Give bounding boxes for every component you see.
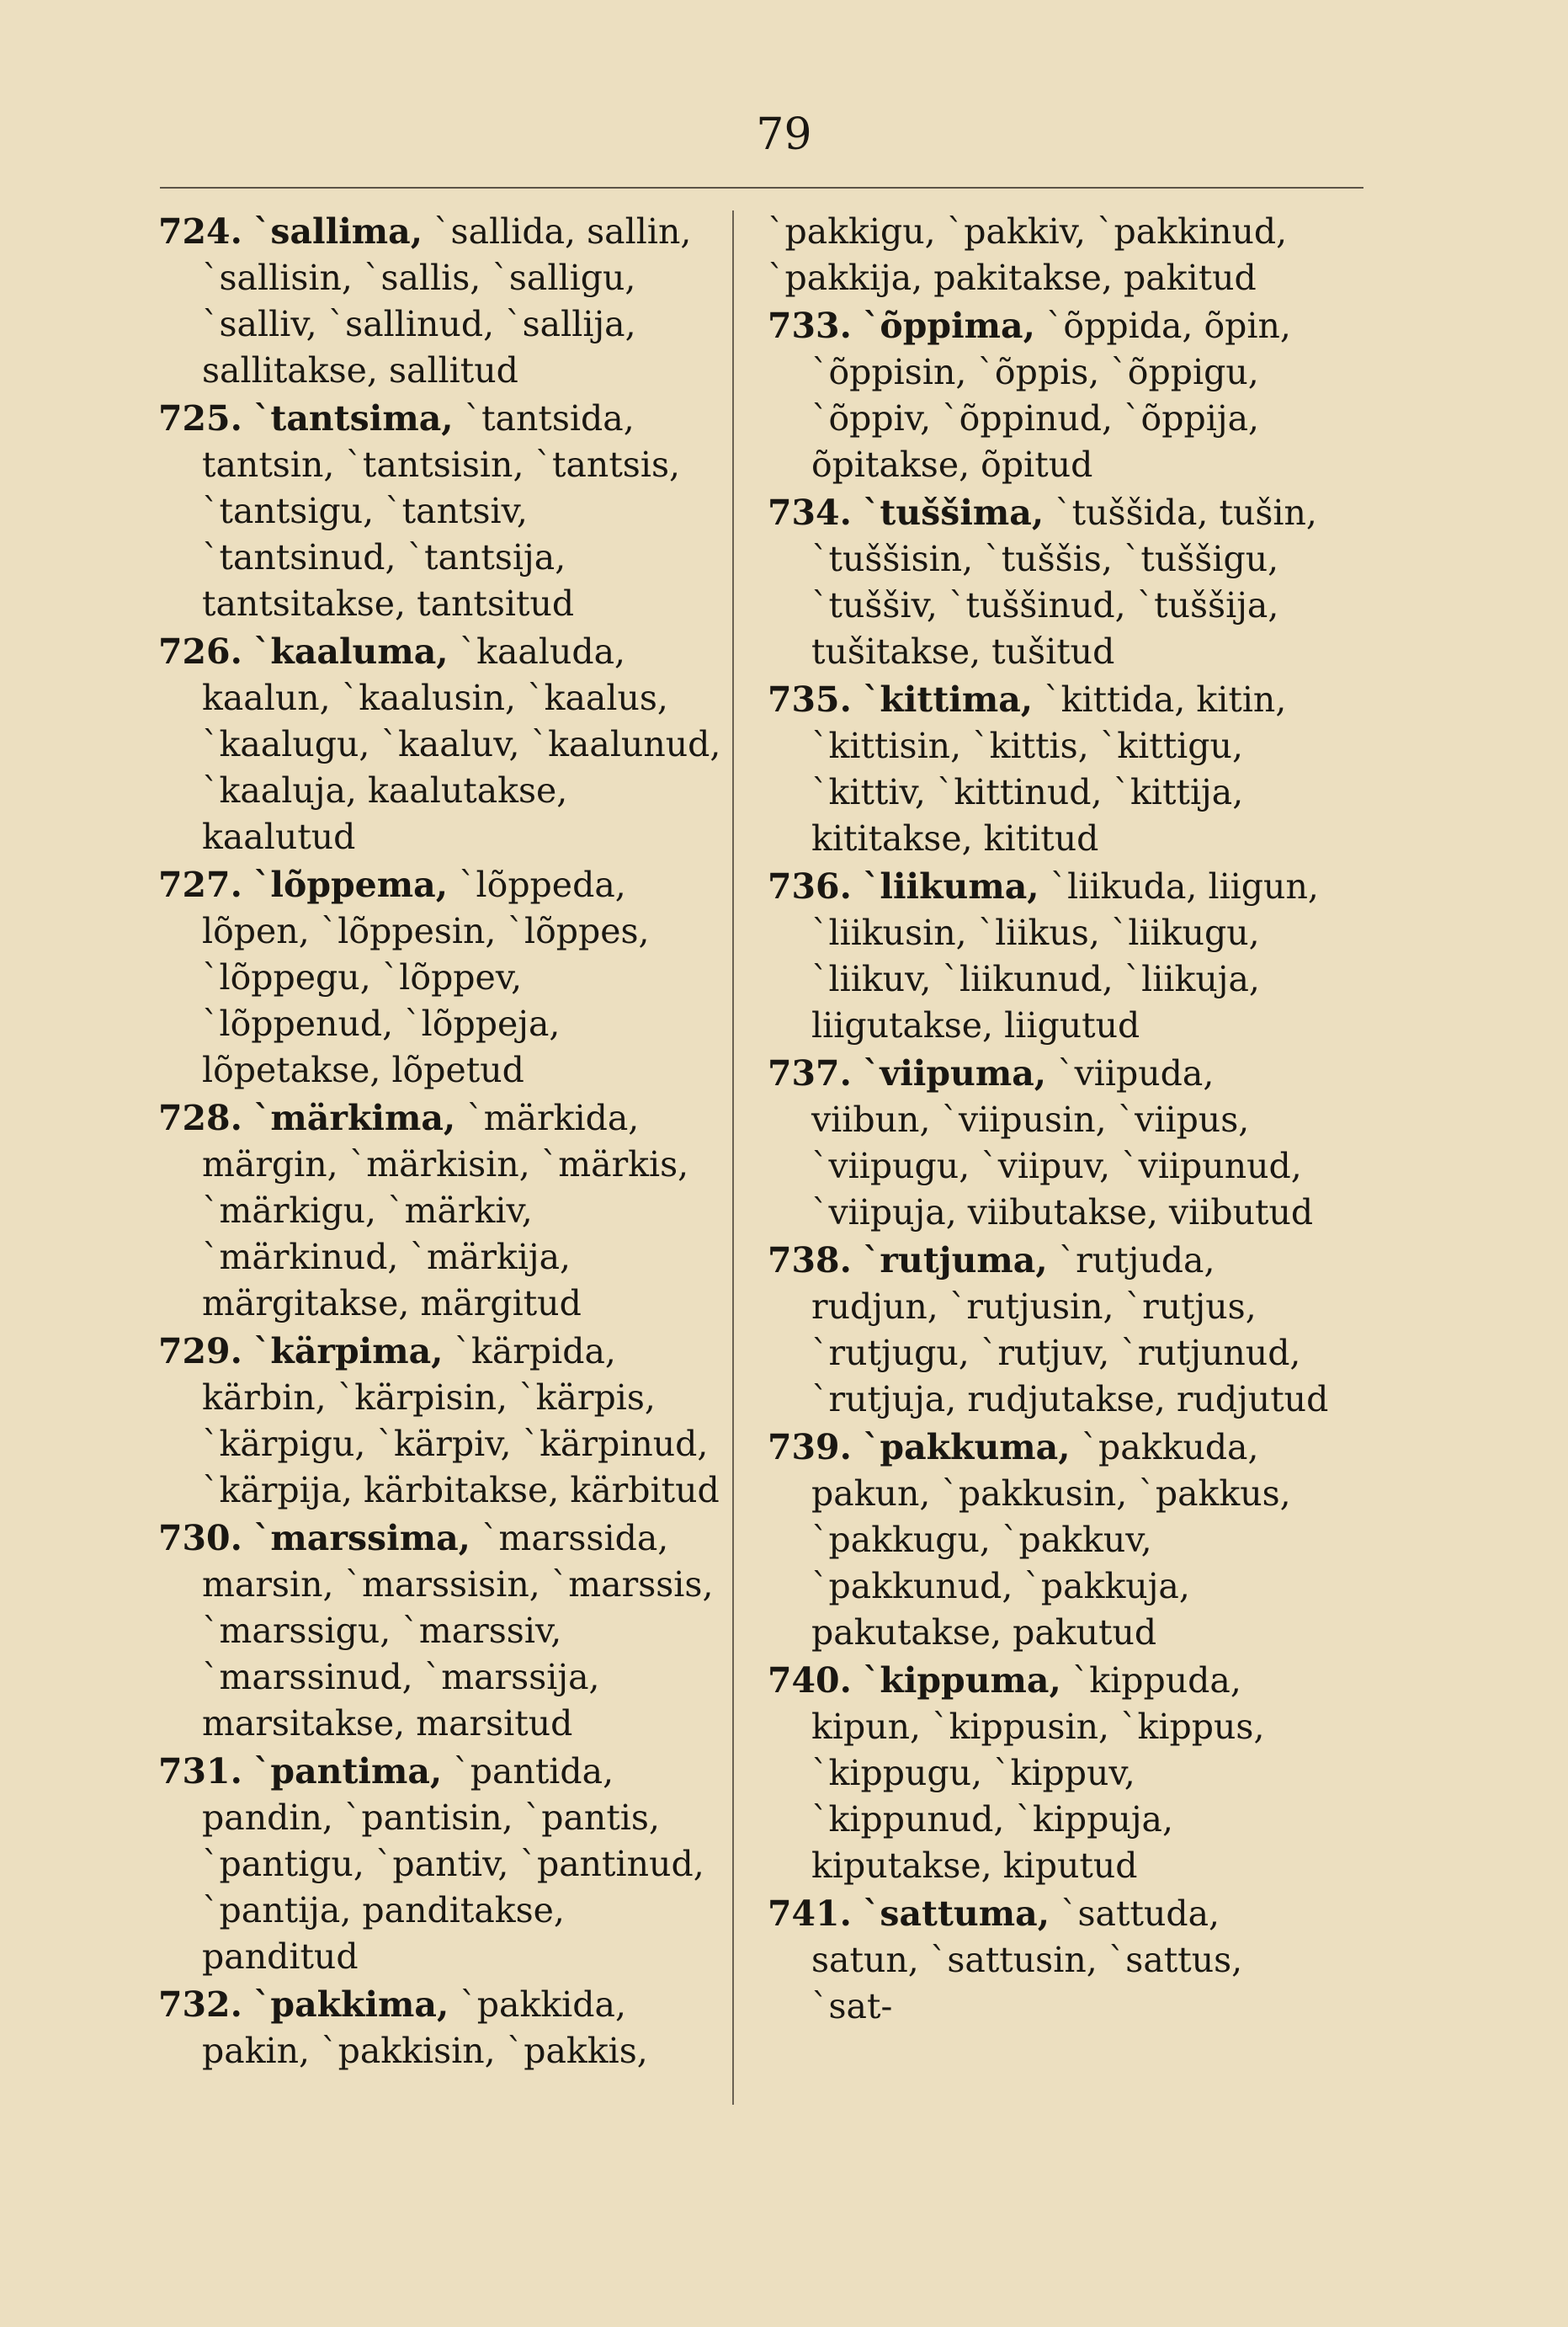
entry-number: 737. <box>768 1053 852 1094</box>
entry-forms: ˋkittida, kitin, ˋkittisin, ˋkittis, ˋkittigu, ˋkittiv, ˋkittinud, ˋkittija, kititakse, kititud <box>811 679 1287 859</box>
entry-forms: ˋkärpida, kärbin, ˋkärpisin, ˋkärpis, ˋkärpigu, ˋkärpiv, ˋkärpinud, ˋkärpija, kärbitakse, kärbitud <box>202 1331 720 1510</box>
entry-735 <box>768 677 1331 862</box>
entry-forms: ˋtuššida, tušin, ˋtuššisin, ˋtuššis, ˋtuššigu, ˋtuššiv, ˋtuššinud, ˋtuššija, tušitakse, tušitud <box>811 493 1317 672</box>
entry-733 <box>768 303 1331 488</box>
entry-lemma: ˋlõppema, <box>252 865 448 905</box>
entry-739 <box>768 1424 1331 1656</box>
entry-732-continuation: ˋpakkigu, ˋpakkiv, ˋpakkinud, ˋpakkija, pakitakse, pakitud <box>768 211 1288 298</box>
entry-lemma: ˋliikuma, <box>862 866 1039 907</box>
entry-number: 734. <box>768 493 852 533</box>
entry-729 <box>158 1329 722 1514</box>
entry-number: 724. <box>158 211 242 252</box>
entry-number: 739. <box>768 1427 852 1467</box>
entry-737 <box>768 1051 1331 1236</box>
entry-lemma: ˋkittima, <box>862 679 1034 720</box>
entry-740 <box>768 1658 1331 1889</box>
left-column <box>158 209 722 2076</box>
entry-number: 726. <box>158 631 242 672</box>
entry-lemma: ˋsallima, <box>252 211 423 252</box>
entry-lemma: ˋmärkima, <box>252 1098 456 1138</box>
entry-forms: ˋõppida, õpin, ˋõppisin, ˋõppis, ˋõppigu, ˋõppiv, ˋõppinud, ˋõppija, õpitakse, õpitud <box>811 306 1291 485</box>
entry-forms: ˋtantsida, tantsin, ˋtantsisin, ˋtantsis, ˋtantsigu, ˋtantsiv, ˋtantsinud, ˋtantsija, tantsitakse, tantsitud <box>202 398 681 624</box>
entry-forms: ˋviipuda, viibun, ˋviipusin, ˋviipus, ˋviipugu, ˋviipuv, ˋviipunud, ˋviipuja, viibutakse, viibutud <box>811 1053 1314 1233</box>
entry-number: 732. <box>158 1984 242 2025</box>
entry-number: 725. <box>158 398 242 439</box>
entry-number: 741. <box>768 1893 852 1934</box>
entry-736 <box>768 864 1331 1049</box>
entry-number: 735. <box>768 679 852 720</box>
entry-728 <box>158 1095 722 1327</box>
entry-lemma: ˋpantima, <box>252 1751 443 1792</box>
entry-forms: ˋsallida, sallin, ˋsallisin, ˋsallis, ˋsalligu, ˋsalliv, ˋsallinud, ˋsallija, sallitakse, sallitud <box>202 211 692 391</box>
entry-number: 733. <box>768 306 852 346</box>
right-column <box>768 209 1331 2031</box>
entry-lemma: ˋviipuma, <box>862 1053 1047 1094</box>
entry-forms: ˋliikuda, liigun, ˋliikusin, ˋliikus, ˋliikugu, ˋliikuv, ˋliikunud, ˋliikuja, liigutakse, liigutud <box>811 866 1319 1046</box>
page-number: 79 <box>756 109 812 160</box>
entry-number: 727. <box>158 865 242 905</box>
entry-726 <box>158 629 722 860</box>
entry-forms: ˋpantida, pandin, ˋpantisin, ˋpantis, ˋpantigu, ˋpantiv, ˋpantinud, ˋpantija, panditakse, panditud <box>202 1751 704 1977</box>
entry-lemma: ˋkippuma, <box>862 1660 1061 1701</box>
entry-lemma: ˋpakkima, <box>252 1984 449 2025</box>
entry-lemma: ˋkaaluma, <box>252 631 449 672</box>
entry-lemma: ˋkärpima, <box>252 1331 444 1371</box>
entry-forms: ˋsattuda, satun, ˋsattusin, ˋsattus, ˋsat- <box>811 1893 1243 2026</box>
entry-number: 736. <box>768 866 852 907</box>
entry-forms: ˋkippuda, kipun, ˋkippusin, ˋkippus, ˋkippugu, ˋkippuv, ˋkippunud, ˋkippuja, kiputakse, kiputud <box>811 1660 1265 1886</box>
entry-forms: ˋmärkida, märgin, ˋmärkisin, ˋmärkis, ˋmärkigu, ˋmärkiv, ˋmärkinud, ˋmärkija, märgitakse, märgitud <box>202 1098 689 1323</box>
column-divider <box>732 210 734 2105</box>
entry-730 <box>158 1515 722 1747</box>
entry-number: 728. <box>158 1098 242 1138</box>
entry-number: 740. <box>768 1660 852 1701</box>
entry-727 <box>158 862 722 1094</box>
entry-number: 738. <box>768 1240 852 1281</box>
entry-forms: ˋmarssida, marsin, ˋmarssisin, ˋmarssis, ˋmarssigu, ˋmarssiv, ˋmarssinud, ˋmarssija, marsitakse, marsitud <box>202 1518 714 1744</box>
entry-lemma: ˋtantsima, <box>252 398 454 439</box>
top-rule <box>160 187 1363 189</box>
entry-741 <box>768 1891 1331 2030</box>
entry-734 <box>768 490 1331 675</box>
entry-forms: ˋlõppeda, lõpen, ˋlõppesin, ˋlõppes, ˋlõppegu, ˋlõppev, ˋlõppenud, ˋlõppeja, lõpetakse, lõpetud <box>202 865 650 1090</box>
entry-738 <box>768 1238 1331 1423</box>
entry-732 <box>158 1982 722 2074</box>
entry-number: 729. <box>158 1331 242 1371</box>
entry-731 <box>158 1749 722 1980</box>
entry-lemma: ˋtuššima, <box>862 493 1044 533</box>
entry-forms: ˋkaaluda, kaalun, ˋkaalusin, ˋkaalus, ˋkaalugu, ˋkaaluv, ˋkaalunud, ˋkaaluja, kaalutakse, kaalutud <box>202 631 721 857</box>
entry-number: 731. <box>158 1751 242 1792</box>
entry-725 <box>158 396 722 627</box>
entry-forms: ˋpakkida, pakin, ˋpakkisin, ˋpakkis, <box>202 1984 648 2071</box>
entry-lemma: ˋpakkuma, <box>862 1427 1071 1467</box>
entry-forms: ˋrutjuda, rudjun, ˋrutjusin, ˋrutjus, ˋrutjugu, ˋrutjuv, ˋrutjunud, ˋrutjuja, rudjutakse, rudjutud <box>811 1240 1329 1419</box>
entry-forms: ˋpakkuda, pakun, ˋpakkusin, ˋpakkus, ˋpakkugu, ˋpakkuv, ˋpakkunud, ˋpakkuja, pakutakse, pakutud <box>811 1427 1291 1653</box>
entry-lemma: ˋrutjuma, <box>862 1240 1048 1281</box>
entry-724 <box>158 209 722 394</box>
entry-lemma: ˋsattuma, <box>862 1893 1050 1934</box>
entry-lemma: ˋõppima, <box>862 306 1035 346</box>
entry-number: 730. <box>158 1518 242 1558</box>
entry-lemma: ˋmarssima, <box>252 1518 470 1558</box>
